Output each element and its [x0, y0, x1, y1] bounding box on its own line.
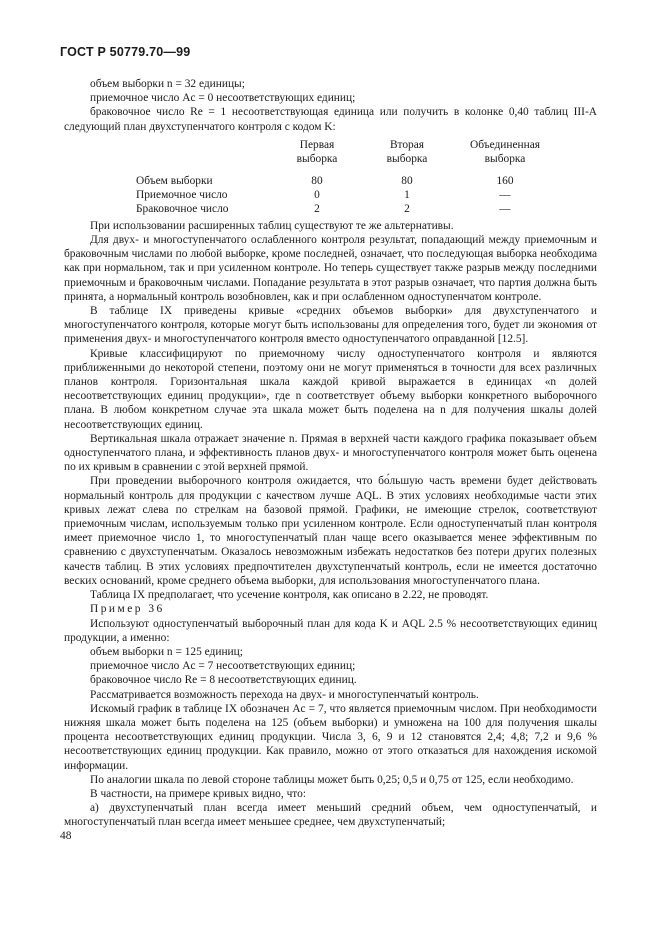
example-paragraph: Используют одноступенчатый выборочный план для кода K и AQL 2.5 % несоответствующих единиц продукции, а именно: [64, 617, 597, 644]
body-paragraph: а) двухступенчатый план всегда имеет меньший средний объем, чем одноступенчатый, и многоступенчатый план всегда имеет меньшее среднее, чем двухступенчатый; [64, 802, 597, 829]
body-paragraph: Искомый график в таблице IX обозначен Ac = 7, что является приемочным числом. При необходимости нижняя шкала может быть поделена на 125 (объем выборки) и умножена на 100 для получения шкалы процента несоответствующих единиц продукции. Числа 3, 6, 9 и 12 становятся 2,4; 4,8; 7,2 и 9,6 % несоответствующих единиц продукции. Как правило, можно от этого отказаться для нахождения искомой информации. [64, 702, 597, 772]
body-paragraph: При использовании расширенных таблиц существуют те же альтернативы. [90, 219, 454, 232]
body-paragraph: Для двух- и многоступенчатого ослабленного контроля результат, попадающий между приемочным и браковочным числами по любой выборке, кроме последней, означает, что последующая выборка необходима как при нормальном, так и при усиленном контроле. Но теперь существует также разрыв между последними приемочным и браковочным числами. Попадание результата в этот разрыв означает, что партия должна быть принята, а нормальный контроль возобновлен, как и при ослабленном одноступенчатом контроле. [64, 234, 597, 303]
intro-paragraph: браковочное число Re = 1 несоответствующая единица или получить в колонке 0,40 таблиц III-А следующий план двухступенчатого контроля с кодом K: [64, 106, 597, 133]
table-cell: — [499, 202, 511, 215]
page-header: ГОСТ Р 50779.70—99 [60, 45, 191, 59]
body-paragraph: Вертикальная шкала отражает значение n. Прямая в верхней части каждого графика показывает объем одноступенчатого плана, и эффективность планов двух- и многоступенчатого контроля может быть оценена по их кривым в сравнении с этой верхней прямой. [64, 432, 597, 474]
table-header-second: Вторая выборка [386, 138, 428, 166]
body-paragraph: При проведении выборочного контроля ожидается, что бо́льшую часть времени будет действовать нормальный контроль для продукции с качеством лучше AQL. В этих условиях необходимые части этих кривых лежат слева по стрелкам на базовой прямой. Графики, не имеющие стрелок, соответствуют приемочным числам, используемым только при усиленном контроле. Если одноступенчатый план контроля имеет приемочное число 1, то многоступенчатый план чаще всего оказывается менее эффективным по сравнению с двухступенчатым. Оказалось невозможным избежать недостатков без потери других полезных качеств таблиц. В этих условиях предпочтителен двухступенчатый контроль, если не имеется достаточно веских оснований, кроме среднего объема выборки, для использования многоступенчатого плана. [64, 475, 597, 587]
example-line: приемочное число Ac = 7 несоответствующих единиц; [90, 660, 356, 673]
table-cell: 2 [314, 202, 320, 215]
intro-line: приемочное число Ac = 0 несоответствующих единиц; [90, 92, 356, 105]
table-cell: 80 [311, 174, 323, 187]
table-header-combined: Объединенная выборка [469, 138, 541, 166]
table-cell: 1 [404, 188, 410, 201]
table-cell: 0 [314, 188, 320, 201]
table-cell: 2 [404, 202, 410, 215]
table-cell: — [499, 188, 511, 201]
page-body [64, 77, 597, 830]
body-paragraph: Рассматривается возможность перехода на двух- и многоступенчатый контроль. [90, 688, 479, 701]
example-line: объем выборки n = 125 единиц; [90, 645, 243, 658]
body-paragraph: Таблица IX предполагает, что усечение контроля, как описано в 2.22, не проводят. [90, 589, 489, 602]
example-heading: Пример 36 [90, 603, 165, 616]
example-line: браковочное число Re = 8 несоответствующих единиц. [90, 674, 357, 687]
table-cell: 80 [401, 174, 413, 187]
table-row-label: Браковочное число [136, 202, 229, 215]
body-paragraph: По аналогии шкала по левой стороне таблицы может быть 0,25; 0,5 и 0,75 от 125, если необходимо. [90, 773, 574, 786]
body-paragraph: Кривые классифицируют по приемочному числу одноступенчатого контроля и являются приближенными до некоторой степени, поэтому они не могут применяться в точности для всех различных планов контроля. Горизонтальная шкала каждой кривой выражается в единицах «n долей несоответствующих единиц продукции», где n соответствует объему выборки конкретного выборочного плана. В любом конкретном случае эта шкала может быть поделена на n для получения шкалы долей несоответствующих единиц. [64, 347, 597, 431]
intro-line: объем выборки n = 32 единицы; [90, 78, 245, 90]
table-row-label: Приемочное число [136, 188, 228, 201]
page-number: 48 [60, 830, 72, 842]
two-stage-plan-table [64, 136, 597, 216]
body-paragraph: В таблице IX приведены кривые «средних объемов выборки» для двухступенчатого и многоступенчатого контроля, которые могут быть использованы для определения того, будет ли экономия от применения двух- и многоступенчатого контроля вместо одноступенчатого оправданной [12.5]. [64, 305, 597, 346]
body-paragraph: В частности, на примере кривых видно, что: [90, 787, 306, 800]
table-row-label: Объем выборки [136, 174, 213, 187]
table-header-first: Первая выборка [296, 138, 338, 166]
table-cell: 160 [496, 174, 514, 187]
